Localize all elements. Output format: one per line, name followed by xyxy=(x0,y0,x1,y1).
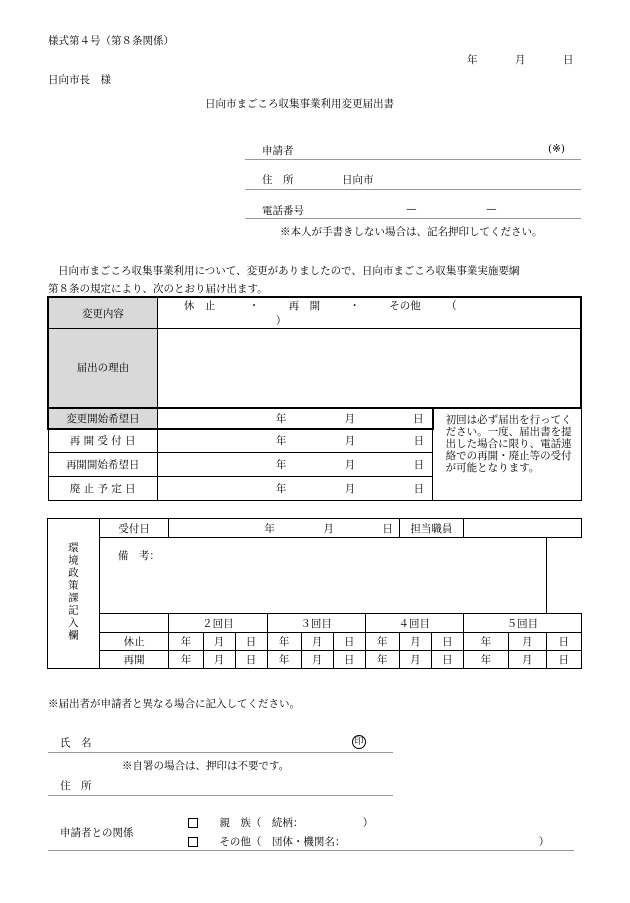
other-close: ） xyxy=(538,836,550,848)
date-cell-day[interactable]: 日 xyxy=(333,651,365,669)
date-day: 日 xyxy=(563,54,574,66)
staff-label: 担当職員 xyxy=(399,519,463,538)
other-checkbox[interactable] xyxy=(188,837,198,847)
date-cell-year[interactable]: 年 xyxy=(267,651,301,669)
phone-separator: — xyxy=(406,203,417,215)
addressee: 日向市長 様 xyxy=(48,74,111,86)
change-content-options xyxy=(157,297,581,329)
round-header: ４回目 xyxy=(365,614,463,633)
change-table xyxy=(47,296,582,501)
row-label: 再開開始希望日 xyxy=(48,453,157,477)
applicant-note: ※本人が手書きしない場合は、記名押印してください。 xyxy=(280,226,543,238)
date-field[interactable]: 年 月 日 xyxy=(157,453,432,477)
date-cell-month[interactable]: 月 xyxy=(509,633,547,651)
paren-open: （ xyxy=(446,300,457,312)
row-label: 廃 止 予 定 日 xyxy=(48,477,157,501)
row-label: 再 開 受 付 日 xyxy=(48,429,157,453)
applicant-address-line[interactable] xyxy=(245,189,581,190)
option-resume[interactable]: 再 開 xyxy=(288,300,321,312)
remarks-label: 備 考： xyxy=(117,550,160,562)
other-label: その他（ 団体・機関名： xyxy=(219,836,346,848)
submitter-address-label: 住 所 xyxy=(60,780,92,792)
date-month: 月 xyxy=(515,54,526,66)
applicant-address-label: 住 所 xyxy=(262,174,294,186)
submitter-address-line[interactable] xyxy=(48,795,393,796)
round-header: ５回目 xyxy=(463,614,581,633)
round-header: ２回目 xyxy=(169,614,267,633)
office-table xyxy=(47,518,582,669)
phone-separator: — xyxy=(486,203,497,215)
round-header-blank xyxy=(99,614,169,633)
side-note: 初回は必ず届出を行ってください。一度、届出書を提出した場合に限り、電話連絡での再開・廃止等の受付が可能となります。 xyxy=(433,408,581,501)
date-cell-month[interactable]: 月 xyxy=(301,651,333,669)
row-suspend-label: 休止 xyxy=(99,633,169,651)
date-cell-year[interactable]: 年 xyxy=(169,633,203,651)
date-cell-day[interactable]: 日 xyxy=(546,651,581,669)
other-row xyxy=(188,834,549,849)
office-side-label: 環境政策課記入欄 xyxy=(48,519,100,669)
date-cell-day[interactable]: 日 xyxy=(546,633,581,651)
date-cell-month[interactable]: 月 xyxy=(399,651,431,669)
option-separator: ・ xyxy=(248,300,260,312)
date-cell-year[interactable]: 年 xyxy=(463,651,508,669)
intro-line-2: 第８条の規定により、次のとおり届け出ます。 xyxy=(48,283,268,295)
date-cell-year[interactable]: 年 xyxy=(365,651,399,669)
relation-label: 申請者との関係 xyxy=(60,827,134,839)
change-content-label: 変更内容 xyxy=(48,297,157,329)
date-cell-day[interactable]: 日 xyxy=(333,633,365,651)
applicant-name-line[interactable] xyxy=(245,159,581,160)
received-date-field[interactable]: 年 月 日 xyxy=(169,519,400,538)
option-suspend[interactable]: 休 止 xyxy=(183,300,216,312)
date-cell-day[interactable]: 日 xyxy=(431,651,463,669)
submitter-name-line[interactable] xyxy=(48,752,393,753)
relative-row xyxy=(188,815,373,830)
date-cell-month[interactable]: 月 xyxy=(203,651,235,669)
date-cell-day[interactable]: 日 xyxy=(235,633,267,651)
seal-mark: 印 xyxy=(352,735,366,749)
date-field[interactable]: 年 月 日 xyxy=(157,408,432,429)
reason-field[interactable] xyxy=(157,329,581,408)
applicant-phone-line[interactable] xyxy=(245,218,581,219)
relation-line[interactable] xyxy=(48,850,574,851)
date-field[interactable]: 年 月 日 xyxy=(157,429,432,453)
seal-note: ※自署の場合は、押印は不要です。 xyxy=(122,760,290,772)
reason-label: 届出の理由 xyxy=(48,329,157,408)
date-cell-month[interactable]: 月 xyxy=(399,633,431,651)
date-cell-day[interactable]: 日 xyxy=(235,651,267,669)
date-cell-year[interactable]: 年 xyxy=(463,633,508,651)
date-cell-month[interactable]: 月 xyxy=(509,651,547,669)
round-header: ３回目 xyxy=(267,614,365,633)
applicant-label: 申請者 xyxy=(262,145,294,157)
paren-close: ） xyxy=(275,315,287,327)
document-title: 日向市まごころ収集事業利用変更届出書 xyxy=(205,98,394,110)
relative-label: 親 族（ 続柄： xyxy=(219,817,304,829)
option-separator: ・ xyxy=(349,300,360,312)
form-number: 様式第４号（第８条関係） xyxy=(48,35,174,47)
row-label: 変更開始希望日 xyxy=(48,408,157,429)
date-year: 年 xyxy=(467,54,478,66)
intro-line-1: 日向市まごころ収集事業利用について、変更がありましたので、日向市まごころ収集事業実施要綱 xyxy=(58,265,520,277)
date-cell-year[interactable]: 年 xyxy=(365,633,399,651)
date-cell-year[interactable]: 年 xyxy=(169,651,203,669)
remarks-field[interactable] xyxy=(99,538,546,614)
date-field[interactable]: 年 月 日 xyxy=(157,477,432,501)
applicant-phone-label: 電話番号 xyxy=(262,205,304,217)
date-cell-year[interactable]: 年 xyxy=(267,633,301,651)
submitter-name-label: 氏 名 xyxy=(60,737,92,749)
option-other[interactable]: その他 xyxy=(389,300,421,312)
submitter-note: ※届出者が申請者と異なる場合に記入してください。 xyxy=(48,698,300,710)
applicant-address-value: 日向市 xyxy=(342,174,374,186)
applicant-mark: (※) xyxy=(548,143,565,155)
received-label: 受付日 xyxy=(99,519,169,538)
date-cell-month[interactable]: 月 xyxy=(301,633,333,651)
row-resume-label: 再開 xyxy=(99,651,169,669)
relative-checkbox[interactable] xyxy=(188,818,198,828)
date-cell-day[interactable]: 日 xyxy=(431,633,463,651)
date-cell-month[interactable]: 月 xyxy=(203,633,235,651)
staff-field[interactable] xyxy=(463,519,581,538)
relative-close: ） xyxy=(362,817,374,829)
